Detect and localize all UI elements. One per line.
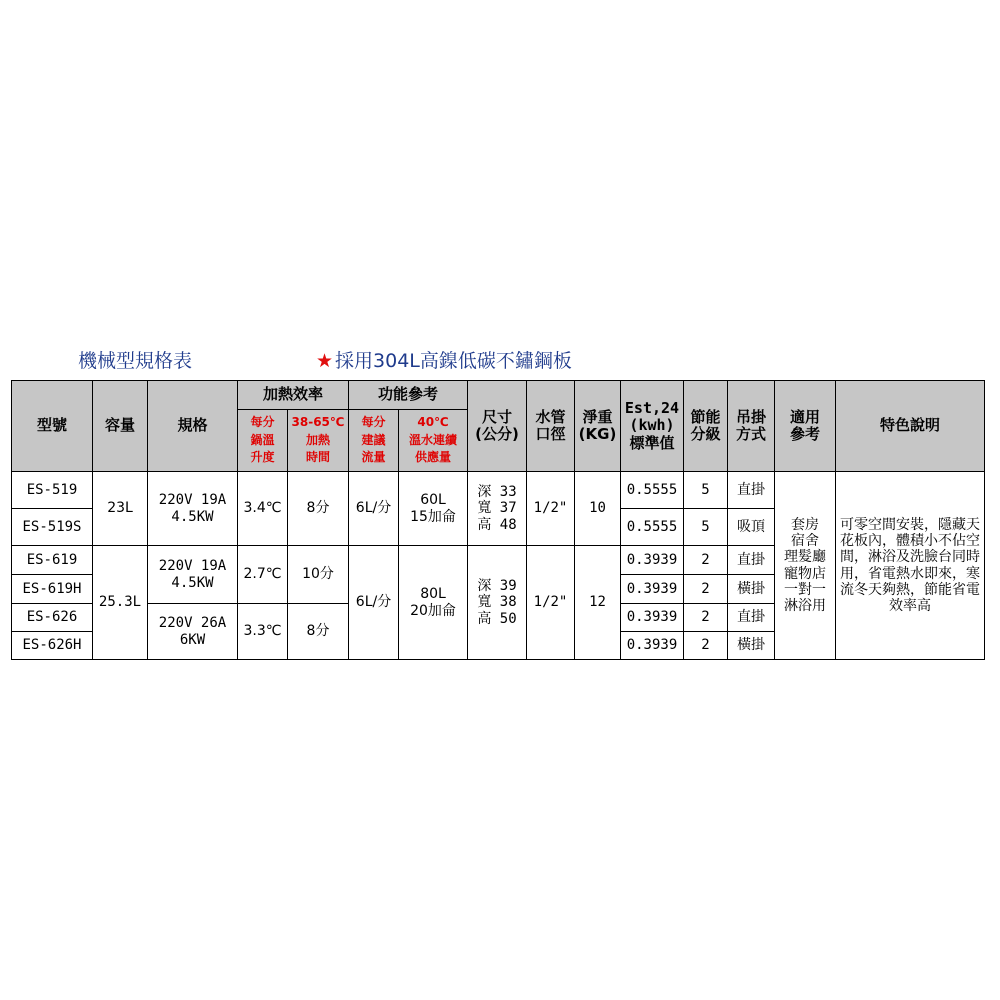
flow-cell: 6L/分 xyxy=(349,546,399,660)
spec-cell: 220V 26A 6KW xyxy=(148,604,238,660)
table-row xyxy=(12,472,985,509)
header-pipe: 水管 口徑 xyxy=(527,381,575,472)
hang-method-cell: 吸頂 xyxy=(728,509,775,546)
est-cell: 0.3939 xyxy=(621,575,684,604)
heat-rise-cell: 3.3℃ xyxy=(238,604,288,660)
heat-rise-cell: 3.4℃ xyxy=(238,472,288,546)
header-weight: 淨重 (KG) xyxy=(575,381,621,472)
model-cell: ES-619 xyxy=(12,546,93,575)
header-est: Est,24 (kwh) 標準值 xyxy=(621,381,684,472)
apply-cell: 套房 宿舍 理髮廳 寵物店 一對一 淋浴用 xyxy=(775,472,836,660)
heat-time-cell: 10分 xyxy=(288,546,349,604)
flow-cell: 6L/分 xyxy=(349,472,399,546)
spec-table xyxy=(11,380,985,660)
material-note xyxy=(316,346,572,373)
header-heat-efficiency: 加熱效率 xyxy=(238,381,349,410)
est-cell: 0.5555 xyxy=(621,472,684,509)
hang-method-cell: 直掛 xyxy=(728,546,775,575)
material-note-text: 採用304L高鎳低碳不鏽鋼板 xyxy=(335,350,572,372)
header-model: 型號 xyxy=(12,381,93,472)
header-spec: 規格 xyxy=(148,381,238,472)
pipe-cell: 1/2" xyxy=(527,472,575,546)
hang-method-cell: 直掛 xyxy=(728,472,775,509)
energy-grade-cell: 5 xyxy=(684,509,728,546)
energy-grade-cell: 2 xyxy=(684,604,728,632)
model-cell: ES-626H xyxy=(12,632,93,660)
header-size: 尺寸 (公分) xyxy=(468,381,527,472)
size-cell: 深 33 寬 37 高 48 xyxy=(468,472,527,546)
capacity-cell: 25.3L xyxy=(93,546,148,660)
heat-time-cell: 8分 xyxy=(288,604,349,660)
star-icon: ★ xyxy=(316,350,334,372)
energy-grade-cell: 2 xyxy=(684,575,728,604)
header-feature: 特色說明 xyxy=(836,381,985,472)
header-row-1 xyxy=(12,381,985,410)
model-cell: ES-519 xyxy=(12,472,93,509)
capacity-cell: 23L xyxy=(93,472,148,546)
header-heat-rise: 每分 鍋溫 升度 xyxy=(238,410,288,472)
header-capacity: 容量 xyxy=(93,381,148,472)
model-cell: ES-626 xyxy=(12,604,93,632)
header-flow: 每分 建議 流量 xyxy=(349,410,399,472)
supply-cell: 60L 15加侖 xyxy=(399,472,468,546)
header-apply: 適用 參考 xyxy=(775,381,836,472)
heat-time-cell: 8分 xyxy=(288,472,349,546)
feature-cell: 可零空間安裝，隱藏天花板內，體積小不佔空間，淋浴及洗臉台同時用，省電熱水即來，寒流冬天夠熱，節能省電效率高 xyxy=(836,472,985,660)
header-supply: 40℃ 溫水連續 供應量 xyxy=(399,410,468,472)
pipe-cell: 1/2" xyxy=(527,546,575,660)
spec-cell: 220V 19A 4.5KW xyxy=(148,546,238,604)
header-function-reference: 功能參考 xyxy=(349,381,468,410)
page-title: 機械型規格表 xyxy=(78,350,193,372)
est-cell: 0.3939 xyxy=(621,546,684,575)
est-cell: 0.3939 xyxy=(621,632,684,660)
hang-method-cell: 橫掛 xyxy=(728,632,775,660)
header-heat-time: 38-65℃ 加熱 時間 xyxy=(288,410,349,472)
header-hang-method: 吊掛 方式 xyxy=(728,381,775,472)
energy-grade-cell: 2 xyxy=(684,632,728,660)
supply-cell: 80L 20加侖 xyxy=(399,546,468,660)
hang-method-cell: 直掛 xyxy=(728,604,775,632)
energy-grade-cell: 5 xyxy=(684,472,728,509)
est-cell: 0.3939 xyxy=(621,604,684,632)
heat-rise-cell: 2.7℃ xyxy=(238,546,288,604)
header-energy-grade: 節能 分級 xyxy=(684,381,728,472)
model-cell: ES-519S xyxy=(12,509,93,546)
hang-method-cell: 橫掛 xyxy=(728,575,775,604)
weight-cell: 10 xyxy=(575,472,621,546)
spec-cell: 220V 19A 4.5KW xyxy=(148,472,238,546)
est-cell: 0.5555 xyxy=(621,509,684,546)
weight-cell: 12 xyxy=(575,546,621,660)
model-cell: ES-619H xyxy=(12,575,93,604)
size-cell: 深 39 寬 38 高 50 xyxy=(468,546,527,660)
energy-grade-cell: 2 xyxy=(684,546,728,575)
